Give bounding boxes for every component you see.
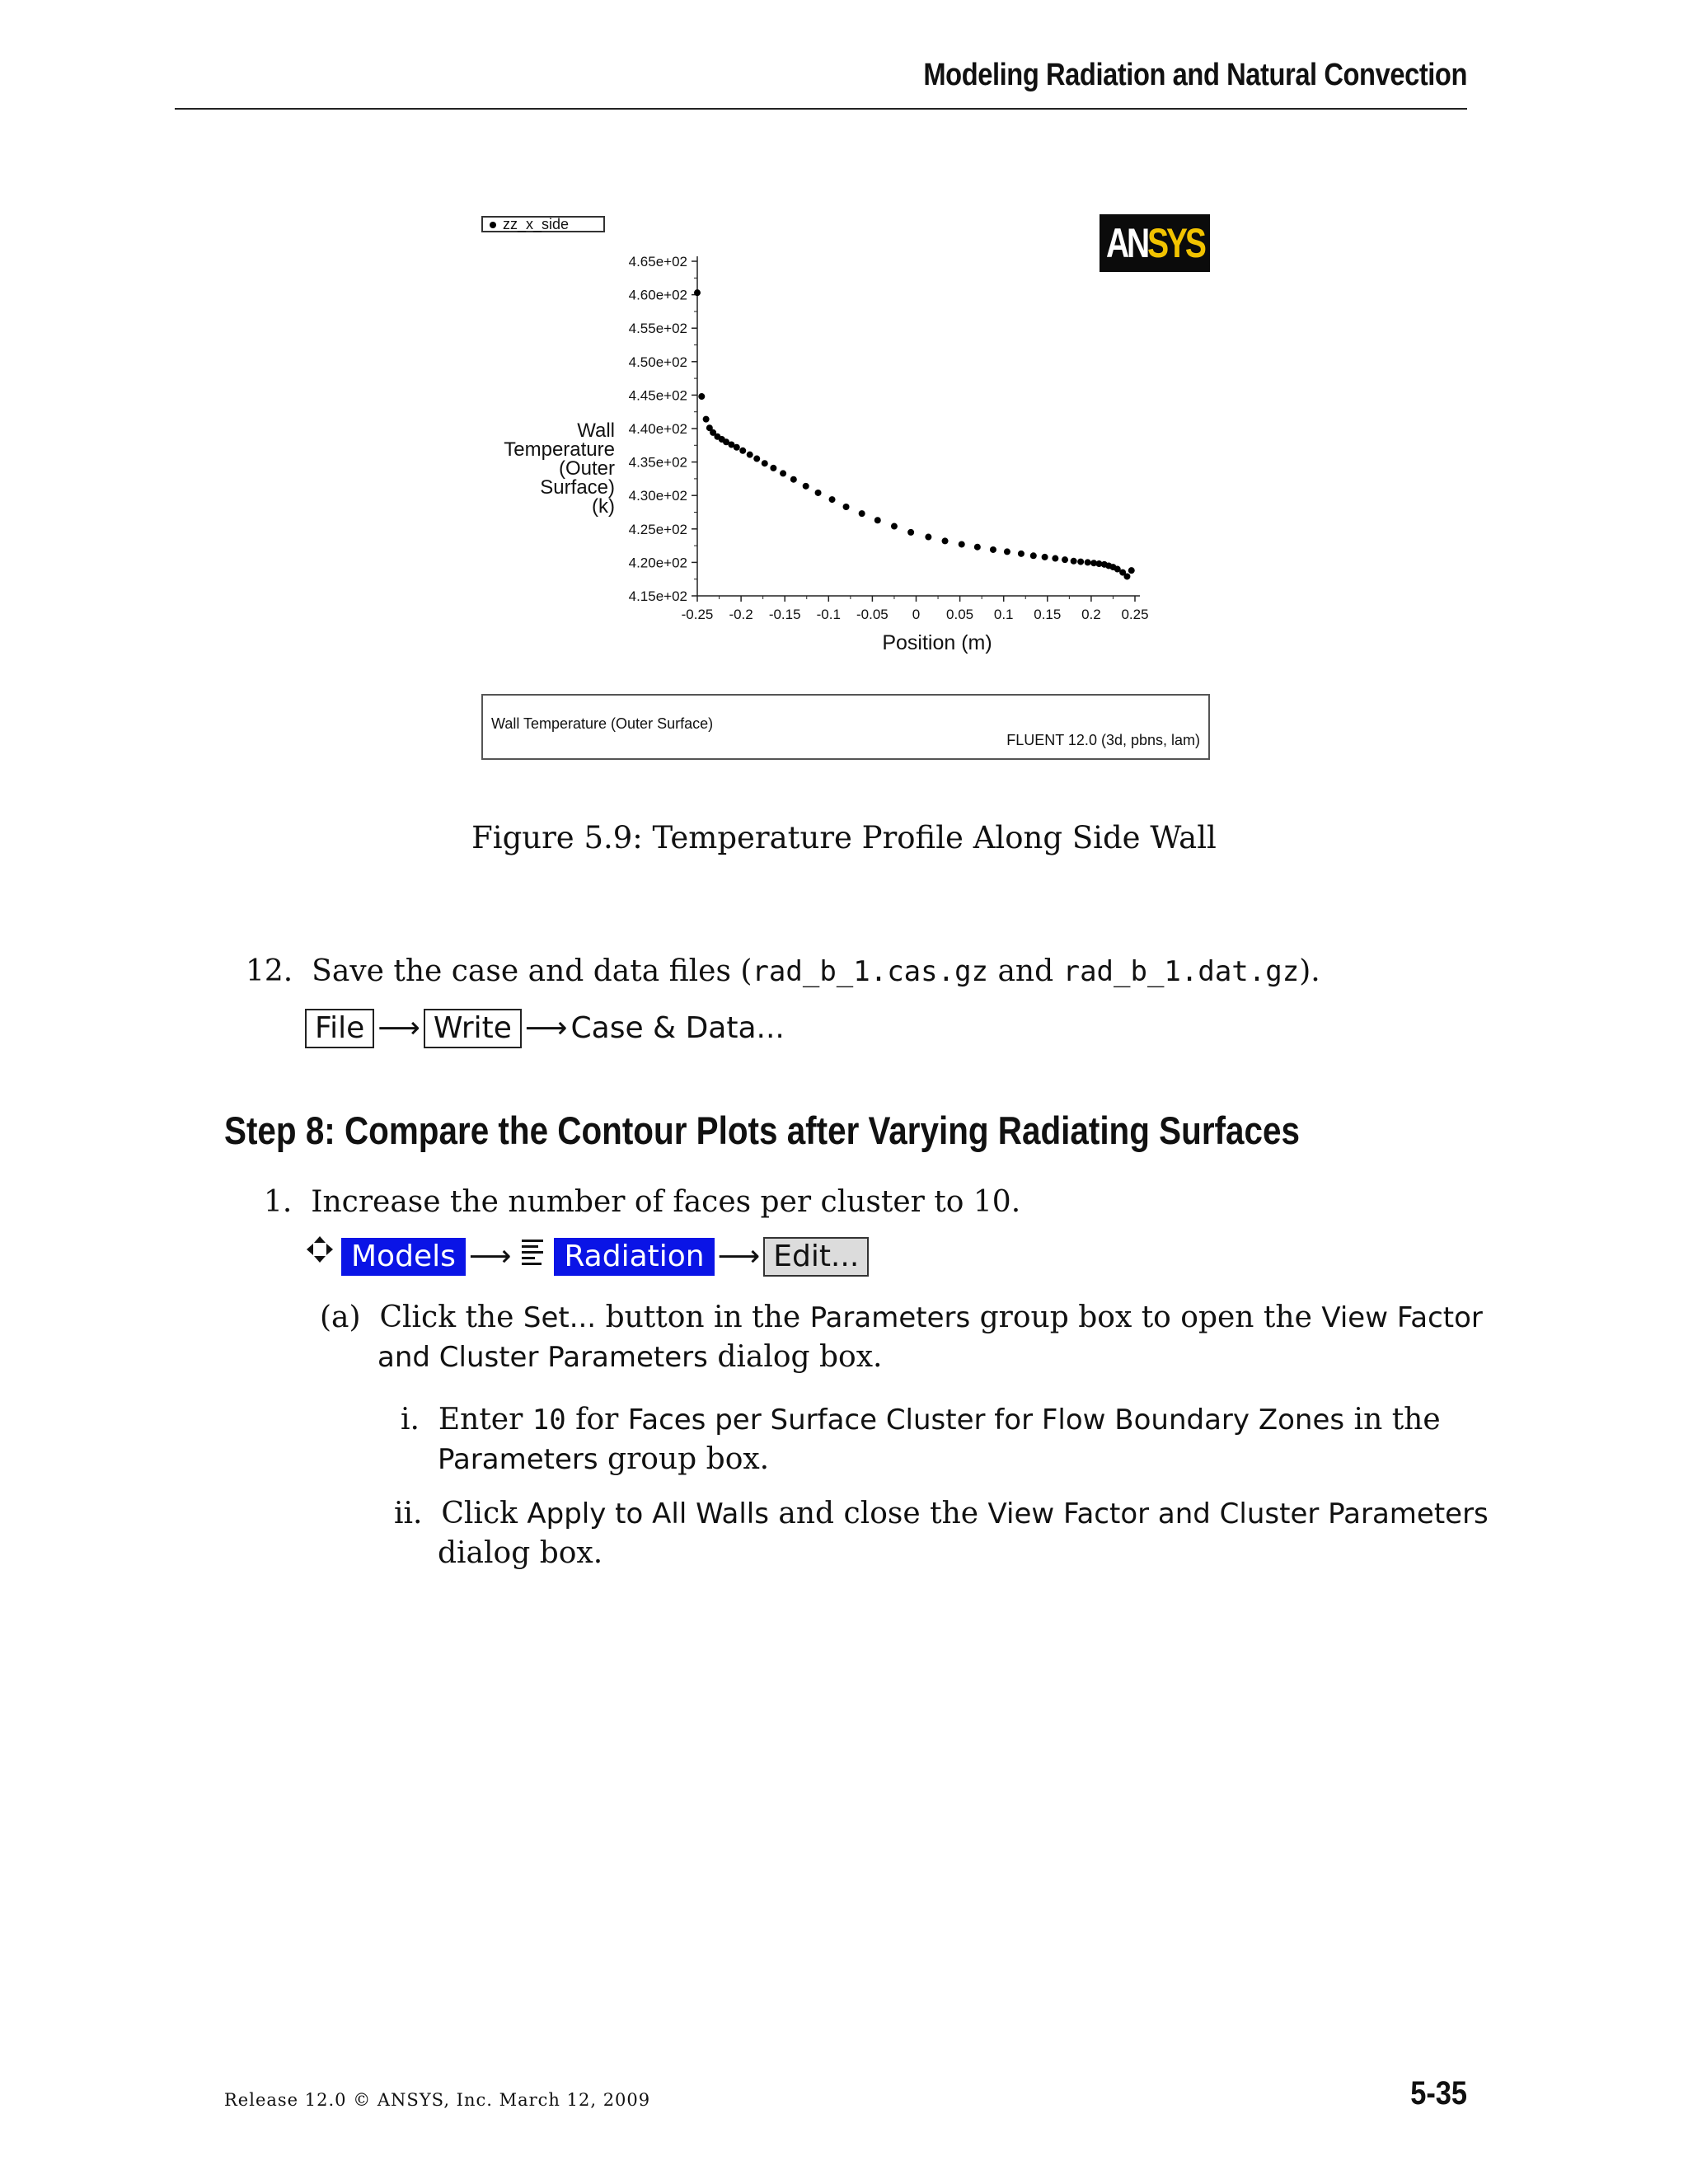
case-filename: rad_b_1.cas.gz	[752, 955, 989, 988]
data-point	[829, 496, 836, 503]
item-text: group box to open the	[970, 1301, 1322, 1334]
figure	[480, 210, 1210, 762]
data-point	[959, 541, 965, 547]
page-number: 5-35	[1410, 2075, 1467, 2111]
item-12	[246, 954, 1320, 988]
models-tree-icon	[305, 1235, 335, 1268]
view-factor-ref: View Factor	[1321, 1301, 1483, 1334]
data-point	[739, 448, 746, 454]
substep-ii-line-2	[438, 1536, 603, 1570]
x-tick-label: -0.1	[816, 607, 841, 622]
edit-button[interactable]: Edit...	[763, 1237, 869, 1277]
data-point	[1085, 559, 1091, 565]
substep-label: (a)	[320, 1301, 361, 1334]
substep-i-line-2	[438, 1442, 769, 1476]
data-point	[925, 534, 931, 541]
data-point	[815, 490, 822, 496]
y-tick-label: 4.15e+02	[628, 588, 687, 604]
figure-caption: Figure 5.9: Temperature Profile Along Side Wall	[471, 820, 1217, 855]
data-point	[1052, 555, 1058, 562]
item-text: dialog box.	[707, 1340, 883, 1374]
plot-info-box	[481, 694, 1210, 760]
step8-item-1	[264, 1185, 1020, 1219]
data-point	[734, 444, 740, 451]
x-tick-label: -0.2	[729, 607, 753, 622]
dialog-ref: View Factor and Cluster Parameters	[987, 1497, 1489, 1530]
logo-text-sys: SYS	[1147, 220, 1204, 266]
x-tick-label: 0.1	[993, 607, 1014, 622]
y-axis-label-line: Temperature	[504, 438, 615, 461]
list-icon	[519, 1236, 547, 1268]
radiation-list-item[interactable]: Radiation	[554, 1238, 714, 1276]
substep-i-line-1	[401, 1403, 1441, 1436]
y-tick-label: 4.40e+02	[628, 421, 687, 437]
parameters-ref: Parameters	[438, 1443, 598, 1476]
data-point	[874, 517, 881, 523]
item-text: Save the case and data files (	[312, 954, 753, 988]
data-point	[747, 452, 753, 458]
data-point	[1128, 567, 1135, 574]
item-text: and close the	[768, 1497, 988, 1530]
y-tick-label: 4.25e+02	[628, 521, 687, 537]
data-filename: rad_b_1.dat.gz	[1062, 955, 1300, 988]
y-axis-label-line: Surface)	[540, 476, 615, 499]
models-tree-item[interactable]: Models	[341, 1238, 466, 1276]
data-point	[907, 529, 914, 536]
x-tick-label: -0.05	[856, 607, 889, 622]
x-tick-label: -0.25	[681, 607, 714, 622]
y-tick-label: 4.55e+02	[628, 321, 687, 337]
data-point	[803, 483, 809, 490]
data-point	[703, 416, 710, 423]
data-point	[942, 537, 949, 544]
x-axis-label: Position (m)	[882, 631, 992, 654]
substep-a-line-1	[320, 1301, 1483, 1334]
value-10: 10	[532, 1404, 566, 1436]
data-point	[843, 504, 850, 510]
x-tick-label: 0.25	[1121, 607, 1149, 622]
item-text: Click	[441, 1497, 528, 1530]
item-text: and	[988, 954, 1063, 988]
legend-marker	[490, 222, 496, 228]
item-text: button in the	[596, 1301, 810, 1334]
y-tick-label: 4.35e+02	[628, 454, 687, 471]
data-point	[770, 465, 776, 471]
x-tick-label: 0	[912, 607, 921, 622]
y-tick-label: 4.45e+02	[628, 387, 687, 404]
data-point	[1030, 552, 1037, 559]
apply-to-all-walls-ref: Apply to All Walls	[527, 1497, 769, 1530]
y-axis-label	[483, 421, 615, 516]
data-point	[1018, 551, 1025, 557]
item-text: group box.	[598, 1442, 770, 1476]
dialog-ref: and Cluster Parameters	[377, 1341, 708, 1374]
plot-title: Wall Temperature (Outer Surface)	[491, 715, 714, 732]
menu-path-write	[305, 1009, 785, 1048]
data-point	[698, 393, 705, 400]
substep-a-line-2	[377, 1340, 882, 1374]
section-heading: Step 8: Compare the Contour Plots after Varying Radiating Surfaces	[224, 1108, 1300, 1152]
faces-per-cluster-ref: Faces per Surface Cluster for Flow Boundary Zones	[627, 1404, 1345, 1436]
data-point	[974, 544, 981, 551]
arrow-icon: ⟶	[377, 1011, 420, 1045]
data-point	[1071, 558, 1077, 565]
logo-text-an: AN	[1106, 220, 1148, 266]
footer-release: Release 12.0 © ANSYS, Inc. March 12, 2009	[224, 2090, 651, 2110]
arrow-icon: ⟶	[524, 1011, 568, 1045]
data-point	[694, 289, 701, 296]
data-point	[859, 510, 865, 517]
solver-info: FLUENT 12.0 (3d, pbns, lam)	[1006, 732, 1200, 748]
data-point	[1042, 554, 1048, 560]
header-rule	[175, 108, 1467, 110]
y-axis-label-line: (k)	[592, 495, 615, 518]
item-number: 1.	[264, 1185, 293, 1219]
ansys-logo	[1100, 214, 1210, 272]
y-axis-label-line: Wall	[577, 419, 615, 442]
item-text: in the	[1344, 1403, 1441, 1436]
item-text: Increase the number of faces per cluster to 10.	[311, 1185, 1021, 1219]
data-point	[790, 476, 797, 483]
data-point	[1077, 559, 1084, 565]
data-point	[762, 460, 768, 466]
arrow-icon: ⟶	[468, 1240, 512, 1273]
data-point	[753, 456, 760, 462]
data-point	[990, 546, 996, 553]
y-tick-label: 4.20e+02	[628, 555, 687, 571]
y-tick-label: 4.30e+02	[628, 488, 687, 504]
data-point	[1004, 548, 1010, 555]
item-text: ).	[1299, 954, 1320, 988]
data-point	[780, 470, 786, 476]
x-tick-label: 0.05	[946, 607, 974, 622]
parameters-ref: Parameters	[809, 1301, 971, 1334]
menu-path-radiation	[305, 1235, 869, 1277]
item-text: Click the	[379, 1301, 523, 1334]
item-text: Enter	[438, 1403, 532, 1436]
arrow-icon: ⟶	[717, 1240, 761, 1273]
set-button-ref: Set...	[523, 1301, 597, 1334]
legend-label: zz_x_side	[503, 216, 570, 232]
data-point	[1062, 556, 1068, 563]
item-text: for	[565, 1403, 628, 1436]
y-tick-label: 4.50e+02	[628, 354, 687, 370]
y-tick-label: 4.60e+02	[628, 287, 687, 303]
substep-ii-line-1	[394, 1497, 1489, 1530]
item-number: 12.	[246, 954, 293, 988]
data-point	[1123, 573, 1130, 579]
x-tick-label: 0.15	[1034, 607, 1062, 622]
item-text: dialog box.	[438, 1536, 603, 1570]
y-tick-label: 4.65e+02	[628, 254, 687, 269]
legend	[481, 216, 605, 232]
substep-label: ii.	[394, 1497, 423, 1530]
substep-label: i.	[401, 1403, 420, 1436]
running-header: Modeling Radiation and Natural Convection	[923, 58, 1467, 92]
x-tick-label: 0.2	[1081, 607, 1101, 622]
write-menu[interactable]: Write	[424, 1009, 522, 1048]
data-point	[891, 523, 898, 530]
file-menu[interactable]: File	[305, 1009, 374, 1048]
y-axis-label-line: (Outer	[558, 457, 615, 480]
case-data-menu-item[interactable]: Case & Data...	[570, 1011, 785, 1045]
x-tick-label: -0.15	[768, 607, 801, 622]
